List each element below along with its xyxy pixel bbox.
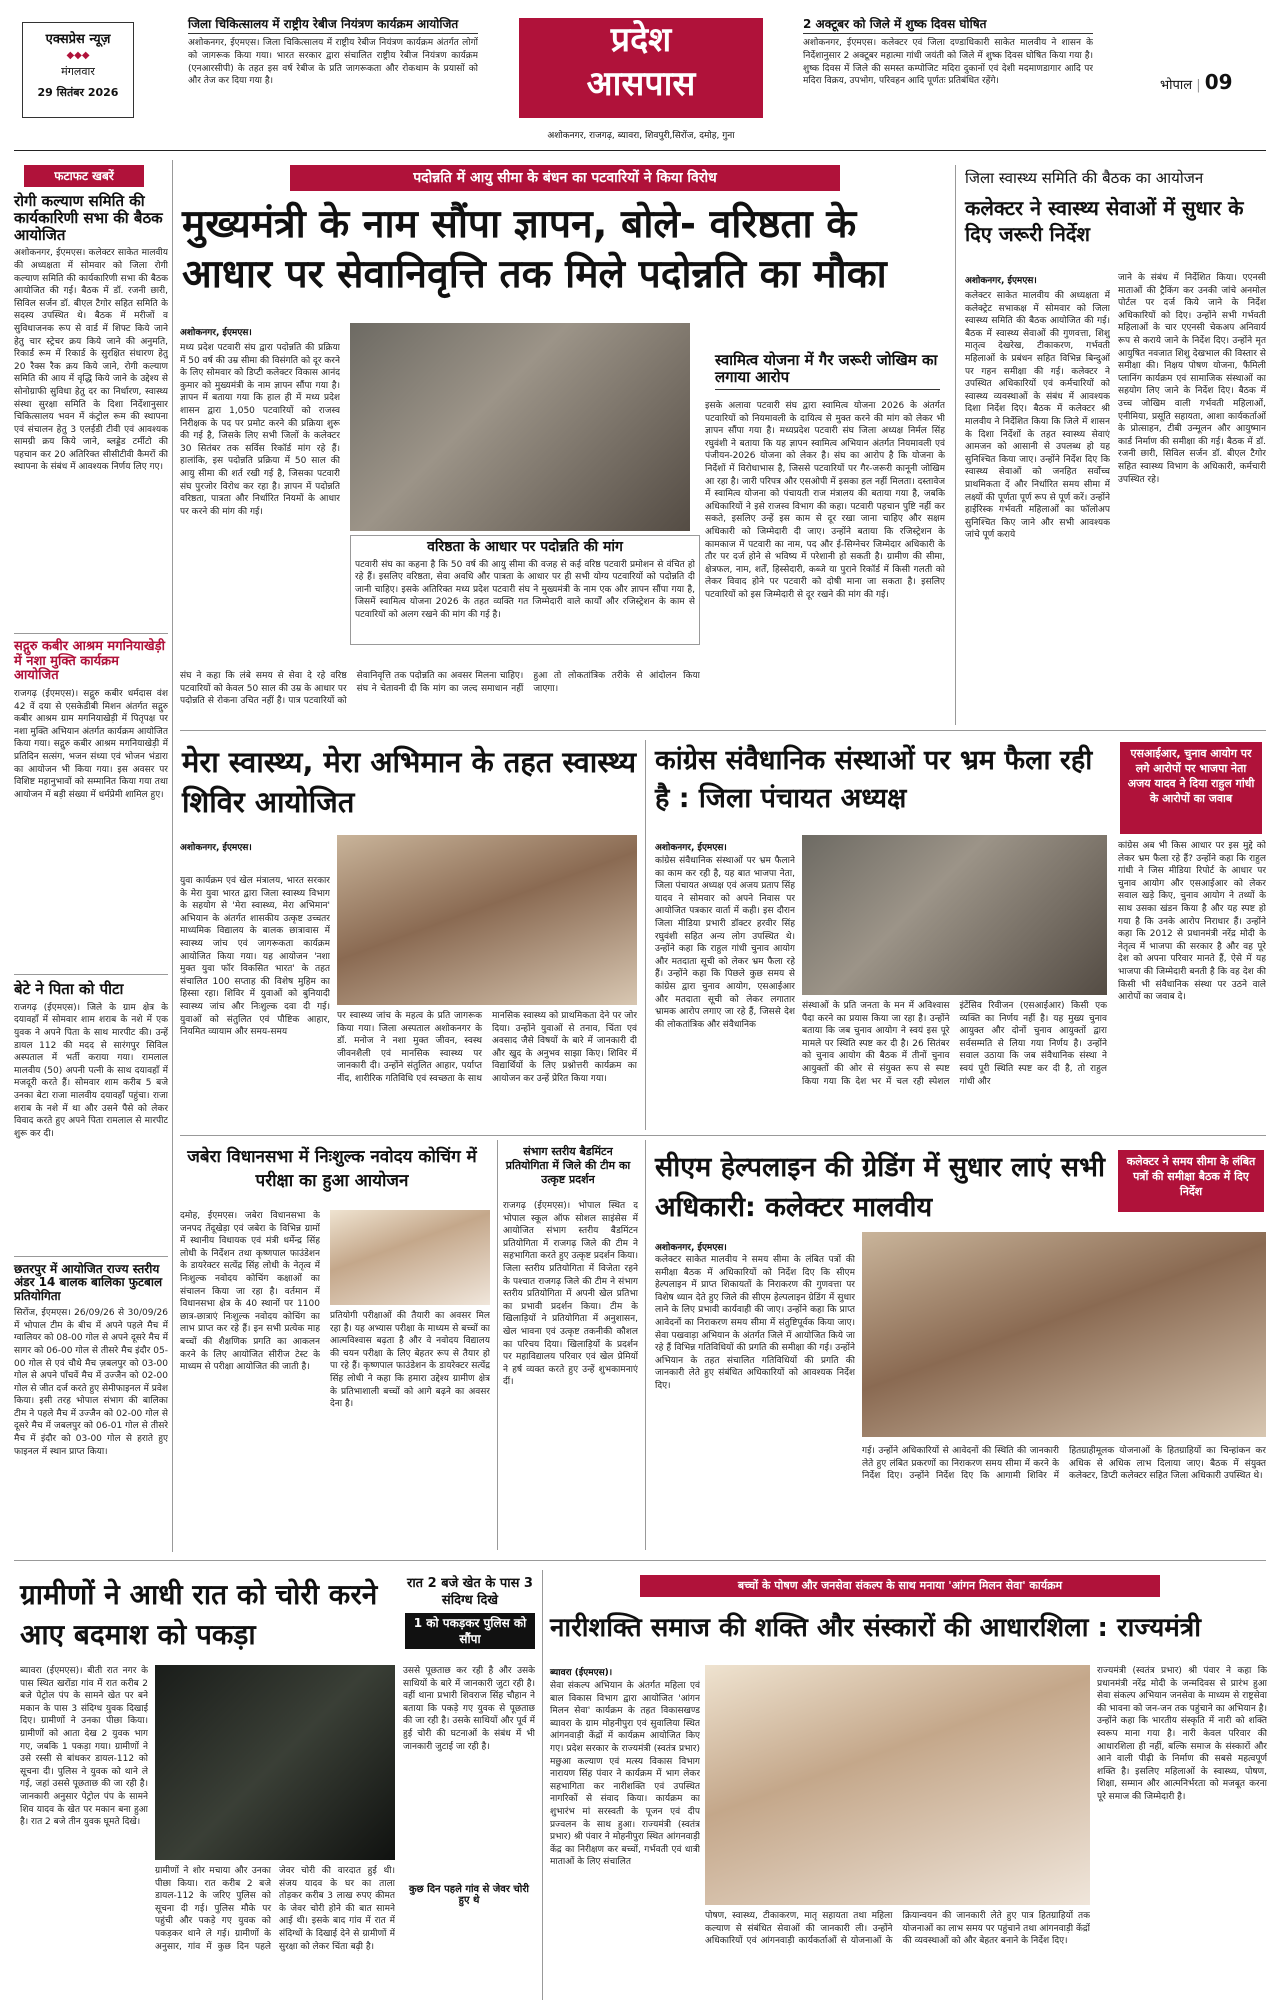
- badminton-body: राजगढ़ (ईएमएस)। भोपाल स्थित द भोपाल स्कूल ऑफ सोशल साइंसेस में आयोजित संभाग स्तरीय बैडमिंटन प्रतियोगिता में राजगढ़ जिले की टीम ने सहभागिता करते हुए उत्कृष्ट प्रदर्शन किया। जिला स्तरीय प्रतियोगिता में विजेता रहने के पश्चात राजगढ़ जिले की टीम ने संभाग स्तरीय प्रतियोगिता में अपनी खेल प्रतिभा का प्रभावी प्रदर्शन किया। टीम के खिलाड़ियों ने प्रतियोगिता में अनुशासन, खेल भावना एवं उत्कृष्ट तकनीकी कौशल का परिचय दिया। खिलाड़ियों के प्रदर्शन पर महाविद्यालय परिवार एवं खेल प्रेमियों ने हर्ष व्यक्त करते हुए उन्हें शुभकामनाएं दीं।: [503, 1201, 638, 1388]
- thieves-body-3: ग्रामीणों ने शोर मचाया और उनका पीछा किया। रात करीब 2 बजे डायल-112 के जरिए पुलिस को सूचना दी गई। पुलिस मौके पर पहुंची और पकड़े गए युवक को पकड़कर थाने ले गई। ग्रामीणों के अनुसार, गांव में कुछ दिन पहले जेवर चोरी की वारदात हुई थी। संजय यादव के घर का ताला तोड़कर करीब 3 लाख रुपए कीमत के जेवर चोरी होने की बात सामने आई थी। इसके बाद गांव में रात में संदिग्धों के दिखाई देने से ग्रामीणों में सुरक्षा को लेकर चिंता बढ़ी है।: [155, 1866, 395, 1952]
- congress-headline: कांग्रेस संवैधानिक संस्थाओं पर भ्रम फैला रही है : जिला पंचायत अध्यक्ष: [655, 745, 1093, 814]
- collector-kicker: जिला स्वास्थ्य समिति की बैठक का आयोजन: [965, 169, 1204, 187]
- cm-helpline-body: कलेक्टर साकेत मालवीय ने समय सीमा के लंबित पत्रों की समीक्षा बैठक में अधिकारियों को निर्देश दिए कि सीएम हेल्पलाइन में प्राप्त शिकायतों के निराकरण की गुणवत्ता पर विशेष ध्यान देते हुए जिले की सीएम हेल्पलाइन ग्रेडिंग में सुधार लाने के लिए प्रभावी कार्यवाही की जाए। उन्होंने कहा कि प्राप्त आवेदनों का निराकरण समय सीमा में संतुष्टिपूर्वक किया जाए। सेवा पखवाड़ा अभियान के अंतर्गत जिले में आयोजित किये जा रहे हैं विभिन्न गतिविधियों की प्रगति की समीक्षा की गई। उन्होंने अभियान के तहत संचालित गतिविधियों की प्रगति की जानकारी लेते हुए संबंधित अधिकारियों को आवश्यक निर्देश दिए।: [655, 1255, 855, 1391]
- nari-headline: नारीशक्ति समाज की शक्ति और संस्कारों की आधारशिला : राज्यमंत्री: [550, 1613, 1201, 1643]
- nari-photo: [705, 1665, 1090, 1905]
- sidebar-label: फटाफट खबरें: [24, 165, 144, 187]
- city: भोपाल: [1160, 78, 1193, 93]
- sir-box: एसआईआर, चुनाव आयोग पर लगे आरोपों पर भाजपा नेता अजय यादव ने दिया राहुल गांधी के आरोपों का जवाब: [1120, 742, 1262, 834]
- thieves-sub-headline: कुछ दिन पहले गांव से जेवर चोरी हुए थे: [408, 1884, 530, 1907]
- cm-helpline-photo: [862, 1232, 1266, 1437]
- section-districts: अशोकनगर, राजगढ़, ब्यावरा, शिवपुरी,सिरोंज, दमोह, गुना: [547, 131, 735, 141]
- weekday: मंगलवार: [61, 65, 95, 78]
- paper-info-box: [22, 22, 134, 118]
- top-right-story: [803, 18, 1093, 101]
- health-camp-photo: [337, 835, 637, 1005]
- health-camp-body: युवा कार्यक्रम एवं खेल मंत्रालय, भारत सरकार के मेरा युवा भारत द्वारा जिला स्वास्थ्य विभाग के सहयोग से 'मेरा स्वास्थ्य, मेरा अभिमान' अभियान के अंतर्गत शासकीय उत्कृष्ट उच्चतर माध्यमिक विद्यालय के बालक छात्रावास में स्वास्थ्य जांच एवं जागरूकता कार्यक्रम आयोजित किया गया। यह आयोजन 'नशा मुक्त युवा फॉर विकसित भारत' के तहत संचालित 100 सप्ताह की विशेष मुहिम का हिस्सा रहा। शिविर में युवाओं को बुनियादी स्वास्थ्य जांच और निःशुल्क दवा दी गई। युवाओं को संतुलित एवं पौष्टिक आहार, नियमित व्यायाम और समय-समय: [180, 876, 330, 1038]
- badminton-headline: संभाग स्तरीय बैडमिंटन प्रतियोगिता में जिले की टीम का उत्कृष्ट प्रदर्शन: [505, 1145, 631, 1186]
- paper-name: एक्सप्रेस न्यूज़: [45, 32, 111, 47]
- congress-body: कांग्रेस संवैधानिक संस्थाओं पर भ्रम फैलाने का काम कर रही है, यह बात भाजपा नेता, जिला पंचायत अध्यक्ष एवं अजय प्रताप सिंह यादव ने सोमवार को अपने निवास पर आयोजित पत्रकार वार्ता में कही। इस दौरान जिला मीडिया प्रभारी डॉक्टर हरवीर सिंह रघुवंशी सहित अन्य लोग उपस्थित थे। उन्होंने कहा कि राहुल गांधी चुनाव आयोग और मतदाता सूची को लेकर भ्रम फैला रहे हैं। उन्होंने कहा कि पिछले कुछ समय से कांग्रेस द्वारा चुनाव आयोग, एसआईआर और मतदाता सूची को लेकर लगातार भ्रामक आरोप लगाए जा रहे हैं, जिससे देश की लोकतांत्रिक और संवैधानिक: [655, 856, 795, 1030]
- collector-body-1: कलेक्टर साकेत मालवीय की अध्यक्षता में कलेक्ट्रेट सभाकक्ष में सोमवार को जिला स्वास्थ्य समिति की बैठक आयोजित की गई। बैठक में स्वास्थ्य सेवाओं की गुणवत्ता, शिशु मातृत्व देखरेख, टीकाकरण, गर्भवती महिलाओं के प्रबंधन सहित विभिन्न बिन्दुओं पर गहन समीक्षा की गई। कलेक्टर ने उपस्थित अधिकारियों एवं कर्मचारियों को स्वास्थ्य व्यवस्थाओं के संबंध में आवश्यक दिशा निर्देश दिए। बैठक में कलेक्टर श्री मालवीय ने निर्देशित किया कि जिले में शासन के दिशा निर्देशों के तहत स्वास्थ्य सेवाएं आमजन को आसानी से उपलब्ध हो यह सुनिश्चित किया जाए। उन्होंने निर्देश दिए कि स्वास्थ्य सेवाओं को जनहित सर्वोच्च प्राथमिकता दें और निर्धारित समय सीमा में लक्ष्यों की पूर्णता पूर्ण रूप से पूर्ण करें। उन्होंने हाईरिस्क गर्भवती महिलाओं का फॉलोअप सुनिश्चित किए जाने और सभी आवश्यक जांचे पूर्ण कराये: [965, 291, 1110, 541]
- section-title-1: प्रदेश: [610, 20, 672, 60]
- lead-body: मध्य प्रदेश पटवारी संघ द्वारा पदोन्नति की प्रक्रिया में 50 वर्ष की उम्र सीमा की विसंगति को दूर करने के लिए सोमवार को डिप्टी कलेक्टर विकास आनंद कुमार को मुख्यमंत्री के नाम ज्ञापन सौंपा गया है। ज्ञापन में बताया गया कि हाल ही में मध्य प्रदेश शासन द्वारा 1,050 पटवारियों को राजस्व निरीक्षक के पद पर प्रमोट करने की प्रक्रिया शुरू की गई है, जिसके लिए सभी जिलों के कलेक्टर 30 सितंबर तक सर्विस रिकॉर्ड मांग रहे हैं। हालांकि, इस पदोन्नति प्रक्रिया में 50 साल की आयु सीमा की शर्त रखी गई है, जिसका पटवारी संघ पुरजोर विरोध कर रहा है। ज्ञापन में पदोन्नति वरिष्ठता, पात्रता और निर्धारित नियमों के आधार पर करने की मांग की गई।: [180, 343, 340, 517]
- sidebar: [14, 165, 168, 1555]
- sidebar-story-3-body: राजगढ़ (ईएमएस)। जिले के ग्राम क्षेत्र के दयावहाँ में सोमवार शाम शराब के नशे में एक युवक ने अपने पिता के साथ मारपीट की। उन्हें डायल 112 की मदद से सारंगपुर सिविल अस्पताल में भर्ती कराया गया। रामलाल मालवीय (50) अपनी पत्नी के साथ दयावहाँ में मजदूरी करते हैं। सोमवार शाम करीब 5 बजे उनका बेटा राजा मालवीय दयावहाँ पहुंचा। राजा शराब के नशे में था और उसने पैसे को लेकर विवाद करते हुए अपने पिता रामलाल से मारपीट शुरू कर दी।: [14, 1002, 168, 1139]
- top-left-body: अशोकनगर, ईएमएस। जिला चिकित्सालय में राष्ट्रीय रेबीज नियंत्रण कार्यक्रम अंतर्गत लोगों को जागरूक किया गया। भारत सरकार द्वारा संचालित राष्ट्रीय रेबीज नियंत्रण कार्यक्रम (एनआरसीपी) के तहत इस वर्ष रेबीज के प्रति जागरूकता और रोकथाम के प्रयासों को और तेज कर दिया गया है।: [188, 38, 478, 87]
- sidebar-story-3-headline: बेटे ने पिता को पीटा: [14, 980, 124, 999]
- thieves-headline: ग्रामीणों ने आधी रात को चोरी करने आए बदमाश को पकड़ा: [20, 1578, 378, 1651]
- masthead: [0, 0, 1279, 150]
- congress-photo: [802, 835, 1107, 995]
- top-left-story: [188, 18, 478, 101]
- nari-body: सेवा संकल्प अभियान के अंतर्गत महिला एवं बाल विकास विभाग द्वारा आयोजित 'आंगन मिलन सेवा' कार्यक्रम के तहत विकासखण्ड ब्यावरा के ग्राम मोहनीपुरा एवं सुवालिया स्थित आंगनवाड़ी केंद्रों में कार्यक्रम आयोजित किए गए। प्रदेश सरकार के राज्यमंत्री (स्वतंत्र प्रभार) मछुआ कल्याण एवं मत्स्य विकास विभाग नारायण सिंह पंवार ने कार्यक्रम में भाग लेकर सहभागिता कर नारीशक्ति एवं उपस्थित नागरिकों से संवाद किया। कार्यक्रम का शुभारंभ मां सरस्वती के पूजन एवं दीप प्रज्वलन के साथ हुआ। राज्यमंत्री (स्वतंत्र प्रभार) श्री पंवार ने मोहनीपुरा स्थित आंगनवाड़ी केंद्र का निरीक्षण कर बच्चों, गर्भवती एवं धात्री माताओं के लिए संचालित: [550, 1681, 700, 1868]
- nari-byline: ब्यावरा (ईएमएस)।: [550, 1668, 613, 1678]
- swamitva-body: इसके अलावा पटवारी संघ द्वारा स्वामित्व योजना 2026 के अंतर्गत पटवारियों को नियमावली के दायित्व से मुक्त करने की मांग को लेकर भी ज्ञापन सौंपा गया है। मध्यप्रदेश पटवारी संघ जिला अध्यक्ष निर्मल सिंह रघुवंशी ने बताया कि यह ज्ञापन स्वामित्व अभियान अंतर्गत नियमावली एवं पंजीयन-2026 योजना को लेकर है। संघ का आरोप है कि योजना के निर्देशों में विरोधाभास है, जिससे पटवारियों पर गैर-जरूरी कानूनी जोखिम आ रहा है। जारी परिपत्र और एसओपी में इसका हल नहीं मिलता। दस्तावेज में स्वामित्व योजना को पंचायती राज मंत्रालय की बताया गया है, जबकि अधिकारियों ने इसे राजस्व विभाग की कहा। पटवारी पहचान पुष्टि नहीं कर सकते, इसलिए उन्हें इस काम से दूर रखा जाना चाहिए और सक्षम अधिकारी को जिम्मेदारी दी जाए। उन्होंने बताया कि रजिस्ट्रेशन के कामकाज में पटवारी का नाम, पद और ई-सिग्नेचर जिम्मेदार अधिकारी के तौर पर दर्ज होने से भविष्य में परेशानी हो सकती है। ग्रामीण की सीमा, क्षेत्रफल, नाम, शर्तें, हिस्सेदारी, कब्जे या पुराने रिकॉर्ड में किसी गलती को लेकर विवाद होने पर पटवारी को दोषी माना जा सकता है। इसलिए पटवारियों को इस जिम्मेदारी से दूर रखने की मांग की गई।: [705, 401, 945, 600]
- sidebar-story-4-body: सिरोंज, ईएमएस। 26/09/26 से 30/09/26 में भोपाल टीम के बीच में अपने पहले मैच में ग्वालियर को 08-00 गोल से अपने दूसरे मैच में सागर को 06-00 गोल से तीसरे मैच इंदौर 05-00 गोल से एवं चौथे मैच ज़बलपुर को 03-00 गोल से अपने पाँचवें मैच में उज्जैन को 02-00 गोल से जीत दर्ज करते हुए सेमीफाइनल में प्रवेश किया। इसी तरह भोपाल संभाग की बालिका टीम ने पहले मैच में उज्जैन को 02-00 गोल से दूसरे मैच में जबलपुर को 06-01 गोल से तीसरे मैच में इंदौर को 03-00 गोल से हराते हुए फाइनल में स्थान प्राप्त किया।: [14, 1308, 168, 1457]
- lead-body-2: संघ ने कहा कि लंबे समय से सेवा दे रहे वरिष्ठ पटवारियों को केवल 50 साल की उम्र के आधार पर पदोन्नति से रोकना उचित नहीं है। पात्र पटवारियों को सेवानिवृत्ति तक पदोन्नति का अवसर मिलना चाहिए। संघ ने चेतावनी दी कि मांग का जल्द समाधान नहीं हुआ तो लोकतांत्रिक तरीके से आंदोलन किया जाएगा।: [180, 671, 700, 707]
- cm-helpline-headline: सीएम हेल्पलाइन की ग्रेडिंग में सुधार लाएं सभी अधिकारी: कलेक्टर मालवीय: [655, 1152, 1106, 1223]
- thieves-photo: [155, 1665, 395, 1860]
- cm-helpline-box: कलेक्टर ने समय सीमा के लंबित पत्रों की समीक्षा बैठक में दिए निर्देश: [1118, 1150, 1264, 1212]
- sidebar-story-4: [14, 1263, 168, 1557]
- sidebar-story-4-headline: छतरपुर में आयोजित राज्य स्तरीय अंडर 14 बालक बालिका फुटबाल प्रतियोगिता: [14, 1261, 163, 1303]
- navodaya-photo: [330, 1210, 490, 1305]
- section-title-2: आसपास: [586, 64, 696, 104]
- collector-byline: अशोकनगर, ईएमएस।: [965, 276, 1037, 286]
- thieves-box-sub: 1 को पकड़कर पुलिस को सौंपा: [405, 1613, 535, 1649]
- cm-helpline-body-2: गई। उन्होंने अधिकारियों से आवेदनों की स्थिति की जानकारी लेते हुए लंबित प्रकरणों का निराकरण समय सीमा में करने के निर्देश दिए। उन्होंने निर्देश दिए कि आगामी शिविर में हितग्राहीमूलक योजनाओं के हितग्राहियों का चिन्हांकन कर अधिक से अधिक लाभ दिलाया जाए। बैठक में संयुक्त कलेक्टर, डिप्टी कलेक्टर सहित जिला अधिकारी उपस्थित थे।: [862, 1446, 1266, 1482]
- thieves-box-headline: रात 2 बजे खेत के पास 3 संदिग्ध दिखे: [407, 1576, 533, 1608]
- top-left-headline: जिला चिकित्सालय में राष्ट्रीय रेबीज नियंत्रण कार्यक्रम आयोजित: [188, 18, 478, 34]
- page-number: 09: [1204, 70, 1233, 94]
- sidebar-story-1: [14, 193, 168, 627]
- top-right-body: अशोकनगर, ईएमएस। कलेक्टर एवं जिला दण्डाधिकारी साकेत मालवीय ने शासन के निर्देशानुसार 2 अक्टूबर महात्मा गांधी जयंती को जिले में शुष्क दिवस घोषित किया गया है। शुष्क दिवस में जिले की समस्त कम्पोजिट मदिरा दुकानों एवं देशी मदमाणडागार आदि पर मदिरा विक्रय, उपभोग, परिवहन आदि पूर्णतः प्रतिबंधित रहेंगे।: [803, 38, 1093, 87]
- lead-banner: पदोन्नति में आयु सीमा के बंधन का पटवारियों ने किया विरोध: [290, 165, 840, 191]
- lead-byline: अशोकनगर, ईएमएस।: [180, 328, 252, 338]
- sidebar-story-2-headline: सद्गुरु कबीर आश्रम मगनियाखेड़ी में नशा मुक्ति कार्यक्रम आयोजित: [14, 639, 165, 684]
- sidebar-story-1-body: अशोकनगर, ईएमएस। कलेक्टर साकेत मालवीय की अध्यक्षता में सोमवार को जिला रोगी कल्याण समिति की कार्यकारिणी सभा की बैठक आयोजित की गई। बैठक में डॉ. रजनी छारी, सिविल सर्जन डॉ. बीएल टैगोर सहित समिति के सदस्य उपस्थित थे। बैठक में मरीजों व सुविधाजनक रूप से वार्ड में शिफ्ट किये जाने हेतु चार स्ट्रेचर क्रय किये जाने की अनुमति, रिकार्ड रूम में रिकार्ड के सुरक्षित संधारण हेतु 20 रैक्स रैक क्रय किये जाने, रोगी कल्याण समिति की आय में वृद्धि किये जाने के उद्देश्य से सोनोग्राफी सुविधा हेतु दर का निर्धारण, स्वास्थ्य संस्था सुरक्षा समिति के दिशा निर्देशानुसार चिकित्सालय भवन में कंट्रोल रूम की स्थापना एवं संचालन हेतु 3 एलईडी टीवी एवं आवश्यक सामग्री क्रय किये जाने, ब्लड्डेड टर्मीटो की पहचान कर 20 अतिरिक्त सीसीटीवी कैमरों की स्थापना के संबंध में आवश्यक निर्णय लिए गए।: [14, 248, 168, 473]
- collector-body-2: जाने के संबंध में निर्देशित किया। एएनसी माताओं की ट्रैकिंग कर उनकी जांचे अनमोल पोर्टल पर दर्ज किये जाने के निर्देश अधिकारियों को दिए। उन्होंने सभी गर्भवती महिलाओं के चार एएनसी चेकअप अनिवार्य रूप से कराये जाने के निर्देश दिए। उन्होंने मृत आयुषित नवजात शिशु देखभाल की विस्तार से समीक्षा की। निक्षय पोषण योजना, फैमिली प्लानिंग कार्यक्रम एवं सामाजिक संस्थाओं का सहयोग लिए जाने के निर्देश दिए। बैठक में उच्च जोखिम वाली गर्भवती महिलाओं, एनीमिया, प्रसूति सहायता, आशा कार्यकर्ताओं के प्रोत्साहन, टीबी उन्मूलन और आयुष्मान कार्ड निर्माण की समीक्षा की गई। बैठक में डॉ. रजनी छारी, सिविल सर्जन डॉ. बीएल टैगोर सहित स्वास्थ्य विभाग के अधिकारी, कर्मचारी उपस्थित रहे।: [1118, 273, 1266, 485]
- nari-body-2: पोषण, स्वास्थ्य, टीकाकरण, मातृ सहायता तथा महिला कल्याण से संबंधित सेवाओं की जानकारी ली। उन्होंने अधिकारियों एवं आंगनवाड़ी कार्यकर्ताओं से योजनाओं के क्रियान्वयन की जानकारी लेते हुए पात्र हितग्राहियों तक योजनाओं का लाभ समय पर पहुंचाने तथा आंगनवाड़ी केंद्रों की व्यवस्थाओं को और बेहतर बनाने के निर्देश दिए।: [705, 1911, 1090, 1947]
- navodaya-body-2: प्रतियोगी परीक्षाओं की तैयारी का अवसर मिल रहा है। यह अभ्यास परीक्षा के माध्यम से बच्चों का आत्मविश्वास बढ़ता है और वे नवोदय विद्यालय की चयन परीक्षा के लिए बेहतर रूप से तैयार हो पा रहे हैं। कृष्णपाल फाउंडेशन के डायरेक्टर सत्येंद्र सिंह लोधी ने कहा कि हमारा उद्देश्य ग्रामीण क्षेत्र के प्रतिभाशाली बच्चों को आगे बढ़ने का अवसर देना है।: [330, 1311, 490, 1410]
- health-camp-byline: अशोकनगर, ईएमएस।: [180, 843, 252, 853]
- sidebar-story-2-body: राजगढ़ (ईएमएस)। सद्गुरु कबीर धर्मदास वंश 42 वें दया से एसकेडीबी मिशन अंतर्गत सद्गुरु कबीर आश्रम ग्राम मगनियाखेड़ी में पितृपक्ष पर नशा मुक्ति अभियान अंतर्गत कार्यक्रम आयोजित किया गया। सद्गुरु कबीर आश्रम मगनियाखेड़ी में प्रतिदिन सत्संग, भजन संध्या एवं भोजन भंडारा का आयोजन भी किया गया। इस अवसर पर विशिष्ट महानुभावों को सम्मानित किया गया तथा आयोजन में बड़ी संख्या में धर्मप्रेमी शामिल हुए।: [14, 689, 168, 800]
- navodaya-headline: जबेरा विधानसभा में निःशुल्क नवोदय कोचिंग में परीक्षा का हुआ आयोजन: [187, 1147, 477, 1191]
- swamitva-headline: स्वामित्व योजना में गैर जरूरी जोखिम का लगाया आरोप: [715, 352, 940, 390]
- sidebar-story-1-headline: रोगी कल्याण समिति की कार्यकारिणी सभा की बैठक आयोजित: [14, 192, 163, 244]
- congress-byline: अशोकनगर, ईएमएस।: [655, 843, 727, 853]
- nari-body-3: राज्यमंत्री (स्वतंत्र प्रभार) श्री पंवार ने कहा कि प्रधानमंत्री नरेंद्र मोदी के जन्मदिवस से प्रारंभ हुआ सेवा संकल्प अभियान जनसेवा के माध्यम से राष्ट्रसेवा की भावना को जन-जन तक पहुंचाने का अभियान है। उन्होंने कहा कि भारतीय संस्कृति में नारी को शक्ति स्वरूप माना गया है। नारी केवल परिवार की आधारशिला ही नहीं, बल्कि समाज के संस्कारों और आने वाली पीढ़ी के निर्माण की सबसे महत्वपूर्ण शक्ति है। इसलिए महिलाओं के स्वास्थ्य, पोषण, शिक्षा, सम्मान और आत्मनिर्भरता को मजबूत करना पूरे समाज की जिम्मेदारी है।: [1097, 1666, 1267, 1802]
- sir-box-body: कांग्रेस अब भी किस आधार पर इस मुद्दे को लेकर भ्रम फैला रहे हैं? उन्होंने कहा कि राहुल गांधी ने जिस मीडिया रिपोर्ट के आधार पर चुनाव आयोग और एसआईआर को लेकर सवाल खड़े किए, चुनाव आयोग ने तथ्यों के साथ उसका खंडन किया है और यह स्पष्ट हो गया है कि उनके आरोप निराधार हैं। उन्होंने कहा कि 2012 से प्रधानमंत्री नरेंद्र मोदी के नेतृत्व में भाजपा की सरकार है और वह पूरे देश को अपना परिवार मानते हैं, ऐसे में यह भाजपा की जिम्मेदारी बनती है कि वह देश की किसी भी संवैधानिक संस्था पर उठने वाले आरोपों का जवाब दे।: [1118, 841, 1266, 1003]
- sidebar-story-2: [14, 640, 168, 968]
- collector-headline: कलेक्टर ने स्वास्थ्य सेवाओं में सुधार के दिए जरूरी निर्देश: [965, 196, 1244, 246]
- thieves-body-2: उससे पूछताछ कर रही है और उसके साथियों के बारे में जानकारी जुटा रही है। वहीं थाना प्रभारी शिवराज सिंह चौहान ने बताया कि पकड़े गए युवक से पूछताछ की जा रही है। उसके साथियों और पूर्व में हुई चोरी की घटनाओं के संबंध में भी जानकारी जुटाई जा रही है।: [403, 1666, 535, 1752]
- lead-inset-body: पटवारी संघ का कहना है कि 50 वर्ष की आयु सीमा की वजह से कई वरिष्ठ पटवारी प्रमोशन से वंचित हो रहे हैं। इसलिए वरिष्ठता, सेवा अवधि और पात्रता के आधार पर ही सभी योग्य पटवारियों को पदोन्नति दी जानी चाहिए। इसके अतिरिक्त मध्य प्रदेश पटवारी संघ ने मुख्यमंत्री के नाम एक और ज्ञापन सौंपा गया है, जिसमें स्वामित्व योजना 2026 के तहत व्यक्ति गत जिम्मेदारी वाले कार्यों और रजिस्ट्रेशन के काम से पटवारियों को अलग रखने की मांग की गई है।: [355, 559, 695, 621]
- top-right-headline: 2 अक्टूबर को जिले में शुष्क दिवस घोषित: [803, 18, 1093, 34]
- sidebar-story-3: [14, 981, 168, 1250]
- lead-inset-headline: वरिष्ठता के आधार पर पदोन्नति की मांग: [427, 539, 623, 555]
- congress-body-2: संस्थाओं के प्रति जनता के मन में अविश्वास पैदा करने का प्रयास किया जा रहा है। उन्होंने बताया कि जब चुनाव आयोग ने स्वयं इस पूरे मामले पर स्थिति स्पष्ट कर दी है। 26 सितंबर को चुनाव आयोग की बैठक में तीनों चुनाव आयुक्तों की ओर से संयुक्त रूप से स्पष्ट किया गया कि देश भर में चल रही स्पेशल इंटेंसिव रिवीजन (एसआईआर) किसी एक व्यक्ति का निर्णय नहीं है। यह मुख्य चुनाव आयुक्त और दोनों चुनाव आयुक्तों द्वारा सर्वसम्मति से लिया गया निर्णय है। उन्होंने सवाल उठाया कि जब संवैधानिक संस्था ने स्वयं पूरी स्थिति स्पष्ट कर दी है, तो राहुल गांधी और: [802, 1001, 1107, 1087]
- diamond-icon: ◆◆◆: [66, 50, 90, 61]
- thieves-body: ब्यावरा (ईएमएस)। बीती रात नगर के पास स्थित खरोंडा गांव में रात करीब 2 बजे पेट्रोल पंप के सामने खेत पर बने मकान के पास 3 संदिग्ध युवक दिखाई दिए। ग्रामीणों ने उनका पीछा किया। ग्रामीणों को आता देख 2 युवक भाग गए, जबकि 1 पकड़ा गया। ग्रामीणों ने उसे रस्सी से बांधकर डायल-112 को सूचना दी। पुलिस ने युवक को थाने ले गई, जहां उससे पूछताछ की जा रही है। जानकारी अनुसार पेट्रोल पंप के सामने शिव यादव के खेत पर मकान बना हुआ है। रात 2 बजे तीन युवक घूमते दिखे।: [20, 1666, 148, 1828]
- thieves-box: [405, 1575, 535, 1655]
- health-camp-headline: मेरा स्वास्थ्य, मेरा अभिमान के तहत स्वास्थ्य शिविर आयोजित: [182, 745, 637, 819]
- section-title-box: [519, 18, 763, 118]
- lead-photo: [350, 323, 690, 531]
- date: 29 सितंबर 2026: [37, 86, 119, 99]
- health-camp-body-2: पर स्वास्थ्य जांच के महत्व के प्रति जागरूक किया गया। जिला अस्पताल अशोकनगर के डॉ. मनोज ने नशा मुक्त जीवन, स्वस्थ जीवनशैली एवं मानसिक स्वास्थ्य पर जानकारी दी। उन्होंने संतुलित आहार, पर्याप्त नींद, शारीरिक गतिविधि एवं स्वच्छता के साथ मानसिक स्वास्थ्य को प्राथमिकता देने पर जोर दिया। उन्होंने युवाओं से तनाव, चिंता एवं अवसाद जैसे विषयों के बारे में जानकारी दी और खुद के अनुभव साझा किए। शिविर में विद्यार्थियों के लिए प्रश्नोत्तरी कार्यक्रम का आयोजन कर उन्हें प्रेरित किया गया।: [337, 1011, 637, 1084]
- page-marker: भोपाल | 09: [1160, 70, 1233, 94]
- lead-headline: मुख्यमंत्री के नाम सौंपा ज्ञापन, बोले- वरिष्ठता के आधार पर सेवानिवृत्ति तक मिले पदोन्नति का मौका: [182, 202, 887, 297]
- cm-helpline-byline: अशोकनगर, ईएमएस।: [655, 1243, 727, 1253]
- navodaya-body: दमोह, ईएमएस। जबेरा विधानसभा के जनपद तेंदूखेड़ा एवं जबेरा के विभिन्न ग्रामों में स्थानीय विधायक एवं मंत्री धर्मेन्द्र सिंह लोधी के निर्देशन तथा कृष्णपाल फाउंडेशन के डायरेक्टर सत्येंद्र सिंह लोधी के नेतृत्व में निःशुल्क नवोदय कोचिंग कक्षाओं का संचालन किया जा रहा है। वर्तमान में विधानसभा क्षेत्र के 40 स्थानों पर 1100 छात्र-छात्राएं निःशुल्क नवोदय कोचिंग का लाभ प्राप्त कर रहे हैं। इन सभी प्रत्येक माह बच्चों की शैक्षणिक प्रगति का आकलन करने के लिए आयोजित सीरीज टेस्ट के माध्यम से परीक्षा आयोजित की जाती है।: [180, 1211, 320, 1373]
- nari-banner: बच्चों के पोषण और जनसेवा संकल्प के साथ मनाया 'आंगन मिलन सेवा' कार्यक्रम: [640, 1575, 1160, 1597]
- lead-inset-box: [350, 535, 700, 645]
